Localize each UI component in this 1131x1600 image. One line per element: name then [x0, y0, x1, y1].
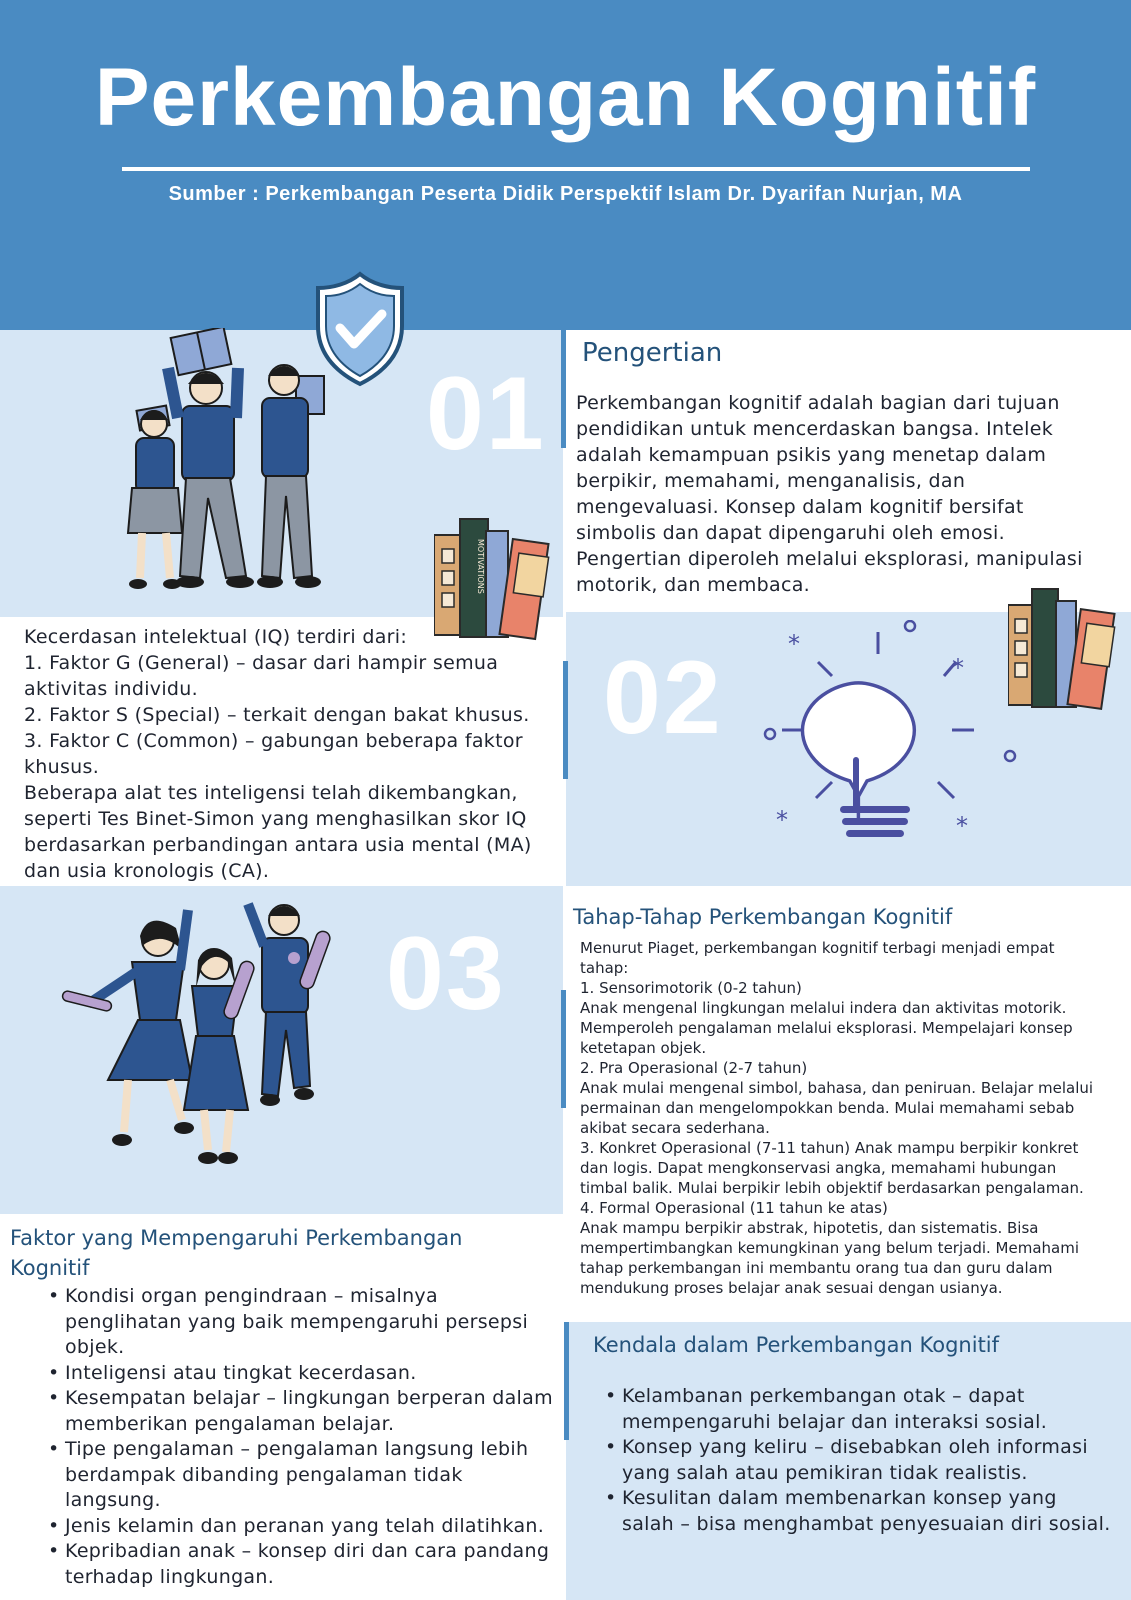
pengertian-line: motorik, dan membaca.: [576, 574, 811, 596]
kendala-item: [622, 1435, 1131, 1486]
pengertian-line: Pengertian diperoleh melalui eksplorasi, manipulasi: [576, 548, 1083, 570]
faktor-item-line: terhadap lingkungan.: [65, 1565, 275, 1588]
faktor-item: [65, 1539, 565, 1590]
pengertian-heading: Pengertian: [582, 338, 723, 368]
kendala-list: [582, 1384, 1131, 1537]
kendala-item: [622, 1384, 1131, 1435]
pengertian-line: berpikir, memahami, menganalisis, dan: [576, 470, 966, 492]
faktor-heading-line2: Kognitif: [10, 1256, 90, 1280]
faktor-list: [25, 1284, 565, 1590]
tahap-line: permainan dan mengelompokkan benda. Mulai memahami sebab: [580, 1099, 1075, 1117]
tahap-line: 3. Konkret Operasional (7-11 tahun) Anak mampu berpikir konkret: [580, 1139, 1079, 1157]
kendala-item-line: yang salah atau pemikiran tidak realistis.: [622, 1461, 1028, 1484]
iq-line: 3. Faktor C (Common) – gabungan beberapa faktor: [24, 730, 523, 752]
title-divider: [122, 167, 1030, 171]
faktor-item-line: memberikan pengalaman belajar.: [65, 1412, 395, 1435]
pengertian-line: Perkembangan kognitif adalah bagian dari tujuan: [576, 392, 1060, 414]
faktor-item-line: • Inteligensi atau tingkat kecerdasan.: [65, 1361, 417, 1384]
faktor-item-line: penglihatan yang baik mempengaruhi persepsi: [65, 1310, 529, 1333]
iq-line: khusus.: [24, 756, 100, 778]
faktor-item-line: • Kondisi organ pengindraan – misalnya: [65, 1285, 438, 1307]
tahap-line: mendukung proses belajar anak sesuai dengan usianya.: [580, 1279, 1003, 1297]
faktor-item-line: • Kesempatan belajar – lingkungan berperan dalam: [65, 1387, 553, 1409]
iq-line: seperti Tes Binet-Simon yang menghasilkan skor IQ: [24, 808, 527, 830]
faktor-item: [65, 1284, 565, 1361]
kendala-item-line: salah – bisa menghambat penyesuaian diri sosial.: [622, 1512, 1111, 1535]
pengertian-text: [576, 390, 1131, 598]
tahap-line: timbal balik. Mulai berpikir lebih objektif berdasarkan pengalaman.: [580, 1179, 1084, 1197]
tahap-line: dan logis. Dapat mengkonservasi angka, memahami hubungan: [580, 1159, 1057, 1177]
book-spine-text: MOTIVATIONS: [476, 539, 485, 594]
iq-line: 1. Faktor G (General) – dasar dari hampir semua: [24, 652, 499, 674]
tahap-text: [580, 938, 1130, 1298]
tahap-line: Anak mampu berpikir abstrak, hipotetis, dan sistematis. Bisa: [580, 1219, 1039, 1237]
kendala-item-line: • Konsep yang keliru – disebabkan oleh informasi: [622, 1436, 1088, 1458]
faktor-heading: [10, 1223, 560, 1283]
tahap-line: tahap:: [580, 959, 629, 977]
pengertian-line: adalah kemampuan psikis yang menetap dalam: [576, 444, 1047, 466]
tahap-line: ketetapan objek.: [580, 1039, 707, 1057]
iq-line: dan usia kronologis (CA).: [24, 860, 270, 882]
svg-text:*: *: [776, 806, 788, 834]
iq-line: Kecerdasan intelektual (IQ) terdiri dari:: [24, 626, 408, 648]
kendala-heading: Kendala dalam Perkembangan Kognitif: [593, 1333, 1000, 1357]
svg-text:*: *: [956, 812, 968, 840]
section-number-03: 03: [386, 916, 506, 1032]
page-title: Perkembangan Kognitif: [94, 52, 1037, 143]
faktor-item-line: • Kepribadian anak – konsep diri dan cara pandang: [65, 1540, 550, 1562]
kendala-item-line: • Kesulitan dalam membenarkan konsep yang: [622, 1487, 1057, 1509]
iq-line: aktivitas individu.: [24, 678, 198, 700]
kendala-item: [622, 1486, 1131, 1537]
lightbulb-icon: [760, 620, 1020, 860]
tahap-line: Anak mulai mengenal simbol, bahasa, dan peniruan. Belajar melalui: [580, 1079, 1094, 1097]
books-stack-illustration-2: [1008, 575, 1131, 715]
tahap-line: akibat secara sederhana.: [580, 1119, 770, 1137]
source-citation: Sumber : Perkembangan Peserta Didik Perspektif Islam Dr. Dyarifan Nurjan, MA: [168, 183, 963, 205]
faktor-item: [65, 1514, 565, 1540]
faktor-heading-line1: Faktor yang Mempengaruhi Perkembangan: [10, 1226, 463, 1250]
faktor-item-line: • Jenis kelamin dan peranan yang telah dilatihkan.: [65, 1514, 545, 1537]
tahap-heading: Tahap-Tahap Perkembangan Kognitif: [573, 905, 953, 929]
faktor-item: [65, 1386, 565, 1437]
tahap-line: 2. Pra Operasional (2-7 tahun): [580, 1059, 808, 1077]
faktor-item-line: • Tipe pengalaman – pengalaman langsung lebih: [65, 1438, 529, 1460]
pengertian-line: simbolis dan dapat dipengaruhi oleh emosi.: [576, 522, 1005, 544]
iq-line: Beberapa alat tes inteligensi telah dikembangkan,: [24, 782, 518, 804]
students-celebrating-illustration: [58, 900, 368, 1200]
iq-line: 2. Faktor S (Special) – terkait dengan bakat khusus.: [24, 704, 530, 726]
kendala-item-line: • Kelambanan perkembangan otak – dapat: [622, 1385, 1025, 1407]
tahap-line: Anak mengenal lingkungan melalui indera dan aktivitas motorik.: [580, 999, 1067, 1017]
kendala-item-line: mempengaruhi belajar dan interaksi sosial.: [622, 1410, 1048, 1433]
students-reading-illustration: [108, 328, 348, 608]
tahap-line: Memperoleh pengalaman melalui eksplorasi. Mempelajari konsep: [580, 1019, 1073, 1037]
faktor-item-line: langsung.: [65, 1489, 161, 1511]
svg-text:*: *: [788, 630, 800, 658]
tahap-line: tahap perkembangan ini membantu orang tua dan guru dalam: [580, 1259, 1053, 1277]
pengertian-line: mengevaluasi. Konsep dalam kognitif bersifat: [576, 496, 1024, 518]
faktor-item-line: objek.: [65, 1336, 125, 1358]
svg-text:*: *: [952, 654, 964, 682]
tahap-line: 1. Sensorimotorik (0-2 tahun): [580, 979, 802, 997]
faktor-item: [65, 1361, 565, 1387]
accent-bar-tahap: [561, 990, 566, 1108]
accent-bar-pengertian: [561, 330, 566, 448]
tahap-line: Menurut Piaget, perkembangan kognitif terbagi menjadi empat: [580, 939, 1055, 957]
tahap-line: 4. Formal Operasional (11 tahun ke atas): [580, 1199, 888, 1217]
section-number-02: 02: [603, 640, 723, 756]
faktor-item-line: berdampak dibanding pengalaman tidak: [65, 1463, 463, 1486]
pengertian-line: pendidikan untuk mencerdaskan bangsa. Intelek: [576, 418, 1054, 440]
faktor-item: [65, 1437, 565, 1514]
tahap-line: mempertimbangkan kemungkinan yang belum terjadi. Memahami: [580, 1239, 1079, 1257]
iq-line: berdasarkan perbandingan antara usia mental (MA): [24, 834, 532, 856]
section-number-01: 01: [426, 356, 546, 472]
iq-text: [24, 624, 564, 884]
